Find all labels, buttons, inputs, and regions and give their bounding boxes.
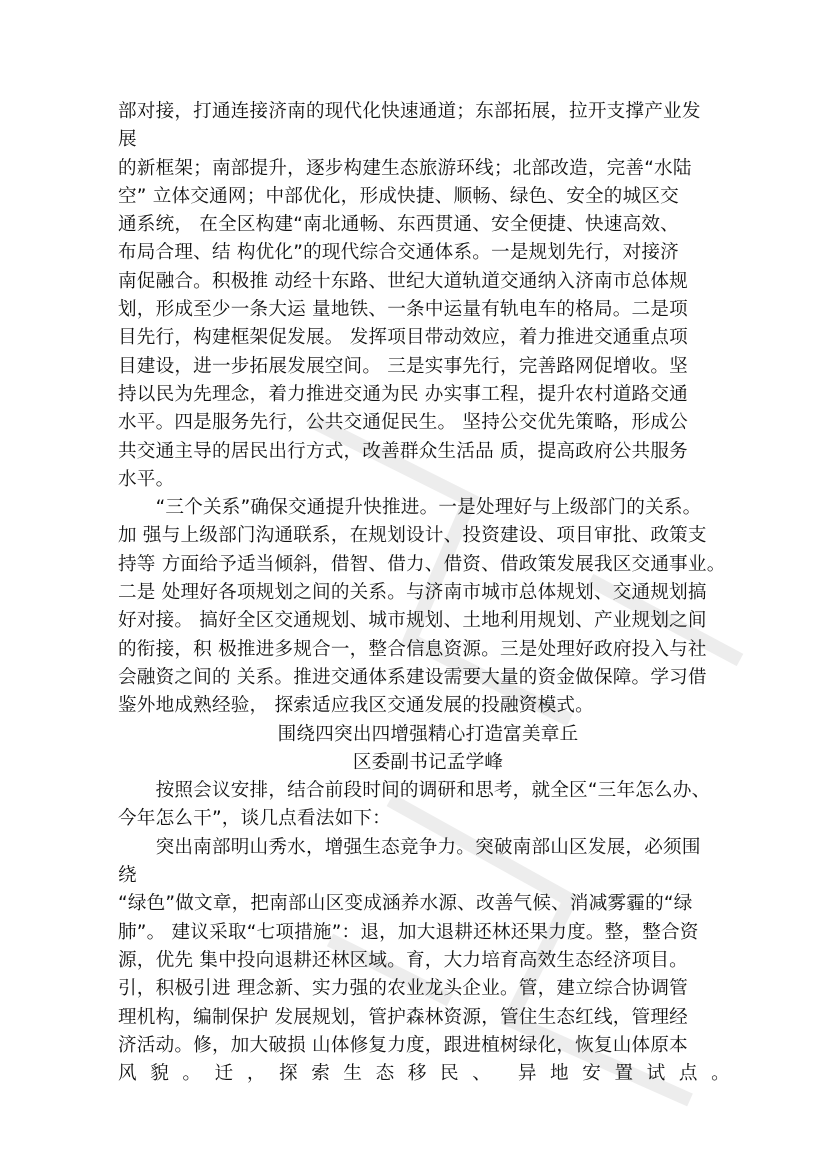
text-char: 地 <box>550 1063 569 1085</box>
text-line: 今年怎么干”，谈几点看法如下： <box>118 808 391 830</box>
text-line: 按照会议安排，结合前段时间的调研和思考，就全区“三年怎么办、 <box>118 780 711 802</box>
text-char: 迁 <box>214 1063 234 1085</box>
text-line: 源，优先 集中投向退耕还林区域。育，大力培育高效生态经济项目。 <box>118 949 688 971</box>
document-body <box>118 98 738 1088</box>
text-line: 好对接。 搞好全区交通规划、城市规划、土地利用规划、产业规划之间 <box>118 610 707 632</box>
text-line: 空” 立体交通网；中部优化，形成快捷、顺畅、绿色、安全的城区交 <box>118 185 679 207</box>
text-line: “绿色”做文章，把南部山区变成涵养水源、改善气候、消减雾霾的“绿 <box>118 893 693 915</box>
text-line: 的新框架；南部提升，逐步构建生态旅游环线；北部改造，完善“水陆 <box>118 157 692 179</box>
text-char: 异 <box>517 1063 537 1085</box>
text-char: 探 <box>279 1063 298 1085</box>
text-char: 点 <box>678 1063 698 1085</box>
text-char: 。 <box>711 1063 730 1085</box>
text-line: 济活动。修，加大破损 山体修复力度，跟进植树绿化，恢复山体原本 <box>118 1034 688 1056</box>
text-line-justified <box>118 1060 730 1088</box>
text-char: 民 <box>440 1063 459 1085</box>
text-char: 。 <box>182 1063 202 1085</box>
text-char: 风 <box>118 1063 137 1085</box>
text-line: 部对接，打通连接济南的现代化快速通道；东部拓展，拉开支撑产业发 <box>118 101 701 122</box>
text-line: “三个关系”确保交通提升快推进。一是处理好与上级部门的关系。 <box>118 497 702 519</box>
text-char: 试 <box>646 1063 666 1085</box>
text-line: 绕 <box>118 865 137 887</box>
text-char: 移 <box>407 1063 427 1085</box>
text-char: 、 <box>472 1063 492 1085</box>
text-char: 貌 <box>150 1063 169 1085</box>
text-line: 鉴外地成熟经验， 探索适应我区交通发展的投融资模式。 <box>118 695 594 717</box>
text-char: 态 <box>375 1063 395 1085</box>
text-line: 引，积极引进 理念新、实力强的农业龙头企业。管，建立综合协调管 <box>118 978 688 1000</box>
text-line: 水平。 <box>118 468 175 490</box>
text-line: 共交通主导的居民出行方式，改善群众生活品 质，提高政府公共服务 <box>118 440 688 462</box>
text-line: 展 <box>118 129 137 151</box>
text-line: 突出南部明山秀水，增强生态竞争力。突破南部山区发展，必须围 <box>118 836 701 858</box>
paragraph-three-relationships <box>118 494 738 720</box>
text-char: 索 <box>311 1063 331 1085</box>
text-line: 加 强与上级部门沟通联系，在规划设计、投资建设、项目审批、政策支 <box>118 525 707 547</box>
section-author: 区委副书记孟学峰 <box>352 751 504 773</box>
text-line: 目先行，构建框架促发展。 发挥项目带动效应，着力推进交通重点项 <box>118 327 688 349</box>
text-char: 置 <box>614 1063 634 1085</box>
paragraph-southern-ecology <box>118 834 738 1089</box>
text-char: ， <box>246 1063 266 1085</box>
text-line: 会融资之间的 关系。推进交通体系建设需要大量的资金做保障。学习借 <box>118 666 707 688</box>
text-line: 二是 处理好各项规划之间的关系。与济南市城市总体规划、交通规划搞 <box>118 582 707 604</box>
text-line: 持以民为先理念，着力推进交通为民 办实事工程，提升农村道路交通 <box>118 383 688 405</box>
text-char: 安 <box>582 1063 602 1085</box>
text-line: 南促融合。积极推 动经十东路、世纪大道轨道交通纳入济南市总体规 <box>118 270 688 292</box>
text-line: 布局合理、结 构优化”的现代综合交通体系。一是规划先行，对接济 <box>118 242 679 264</box>
text-line: 划，形成至少一条大运 量地铁、一条中运量有轨电车的格局。二是项 <box>118 299 688 321</box>
text-line: 水平。四是服务先行，公共交通促民生。 坚持公交优先策略，形成公 <box>118 412 688 434</box>
text-line: 通系统， 在全区构建“南北通畅、东西贯通、安全便捷、快速高效、 <box>118 214 679 236</box>
text-line: 目建设，进一步拓展发展空间。 三是实事先行，完善路网促增收。坚 <box>118 355 688 377</box>
section-title: 围绕四突出四增强精心打造富美章丘 <box>277 723 579 745</box>
text-line: 的衔接，积 极推进多规合一，整合信息资源。三是处理好政府投入与社 <box>118 638 707 660</box>
text-line: 理机构，编制保护 发展规划，管护森林资源，管住生态红线，管理经 <box>118 1006 688 1028</box>
text-line: 持等 方面给予适当倾斜，借智、借力、借资、借政策发展我区交通事业。 <box>118 553 726 575</box>
paragraph-intro <box>118 777 738 834</box>
text-char: 生 <box>343 1063 363 1085</box>
paragraph-transport-planning <box>118 98 738 494</box>
text-line: 肺”。 建议采取“七项措施”：退，加大退耕还林还果力度。整，整合资 <box>118 921 699 943</box>
